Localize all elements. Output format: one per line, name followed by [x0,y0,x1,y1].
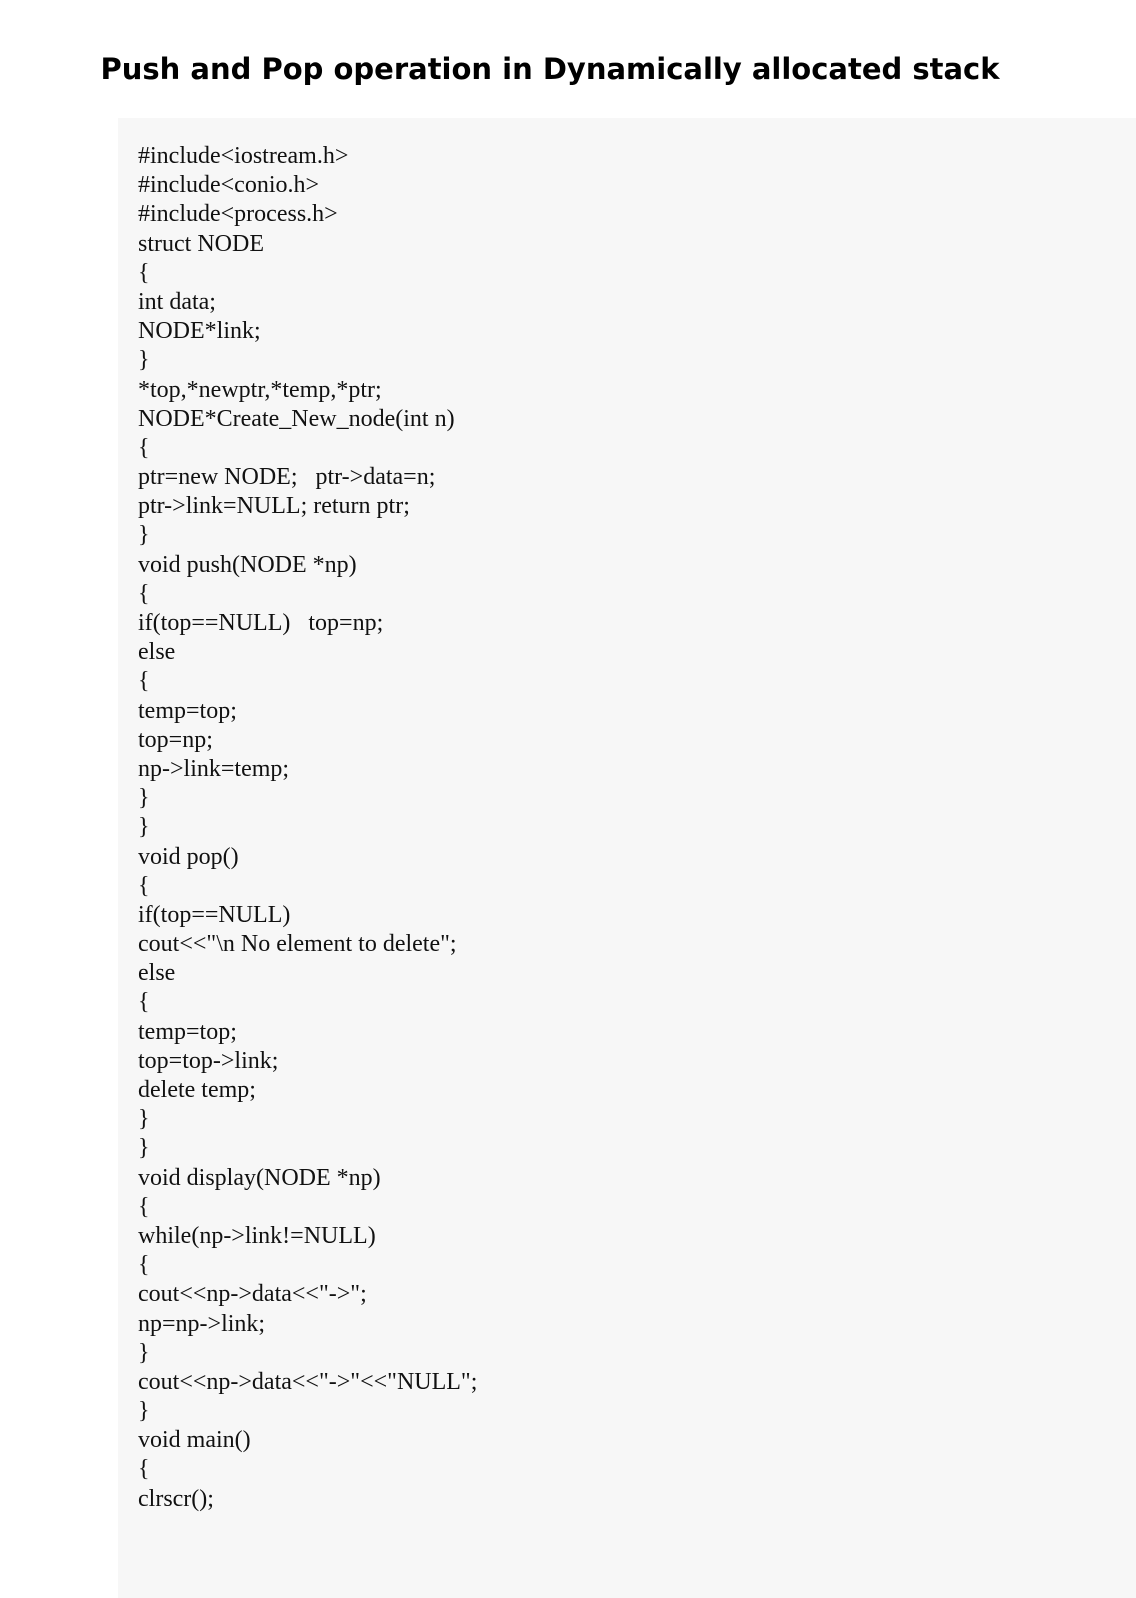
code-line: { [138,1252,150,1279]
code-line: cout<<np->data<<"->"<<"NULL"; [138,1368,478,1395]
code-line: temp=top; [138,697,237,724]
code-line: top=top->link; [138,1047,279,1074]
code-line: cout<<np->data<<"->"; [138,1281,367,1308]
code-line: struct NODE [138,230,264,257]
code-line: } [138,522,150,549]
code-line: } [138,347,150,374]
code-line: np->link=temp; [138,755,290,782]
code-line: ptr->link=NULL; return ptr; [138,493,410,520]
document-title: Push and Pop operation in Dynamically allocated stack [100,52,1000,86]
code-line: } [138,814,150,841]
code-line: if(top==NULL) top=np; [138,610,384,636]
code-line: { [138,1193,150,1220]
code-line: NODE*Create_New_node(int n) [138,405,455,432]
code-line: cout<<"\n No element to delete"; [138,931,457,958]
code-line: ptr=new NODE; ptr->data=n; [138,464,436,491]
code-line: while(np->link!=NULL) [138,1222,376,1249]
code-line: { [138,668,150,695]
code-line: void display(NODE *np) [138,1164,381,1191]
code-line: else [138,639,176,666]
code-line: #include<conio.h> [138,172,320,199]
code-line: clrscr(); [138,1485,214,1512]
code-line: int data; [138,288,216,315]
code-line: } [138,1339,150,1366]
code-line: NODE*link; [138,318,261,345]
code-line: *top,*newptr,*temp,*ptr; [138,376,382,403]
code-line: { [138,872,150,899]
code-line: #include<iostream.h> [138,143,349,169]
code-line: { [138,434,150,461]
code-line: top=np; [138,726,213,753]
code-line: { [138,259,150,286]
code-line: delete temp; [138,1077,256,1103]
code-line: void pop() [138,843,239,870]
code-line: { [138,580,150,607]
code-line: } [138,1135,150,1162]
code-line: np=np->link; [138,1310,266,1337]
code-line: } [138,785,150,812]
code-line: { [138,1456,150,1483]
code-line: temp=top; [138,1018,237,1045]
code-listing [138,142,477,1514]
code-line: } [138,1398,150,1425]
code-line: else [138,960,176,987]
code-line: } [138,1106,150,1133]
code-line: void main() [138,1427,251,1454]
code-line: void push(NODE *np) [138,551,357,578]
code-line: { [138,989,150,1016]
code-line: #include<process.h> [138,201,338,228]
code-line: if(top==NULL) [138,901,291,928]
